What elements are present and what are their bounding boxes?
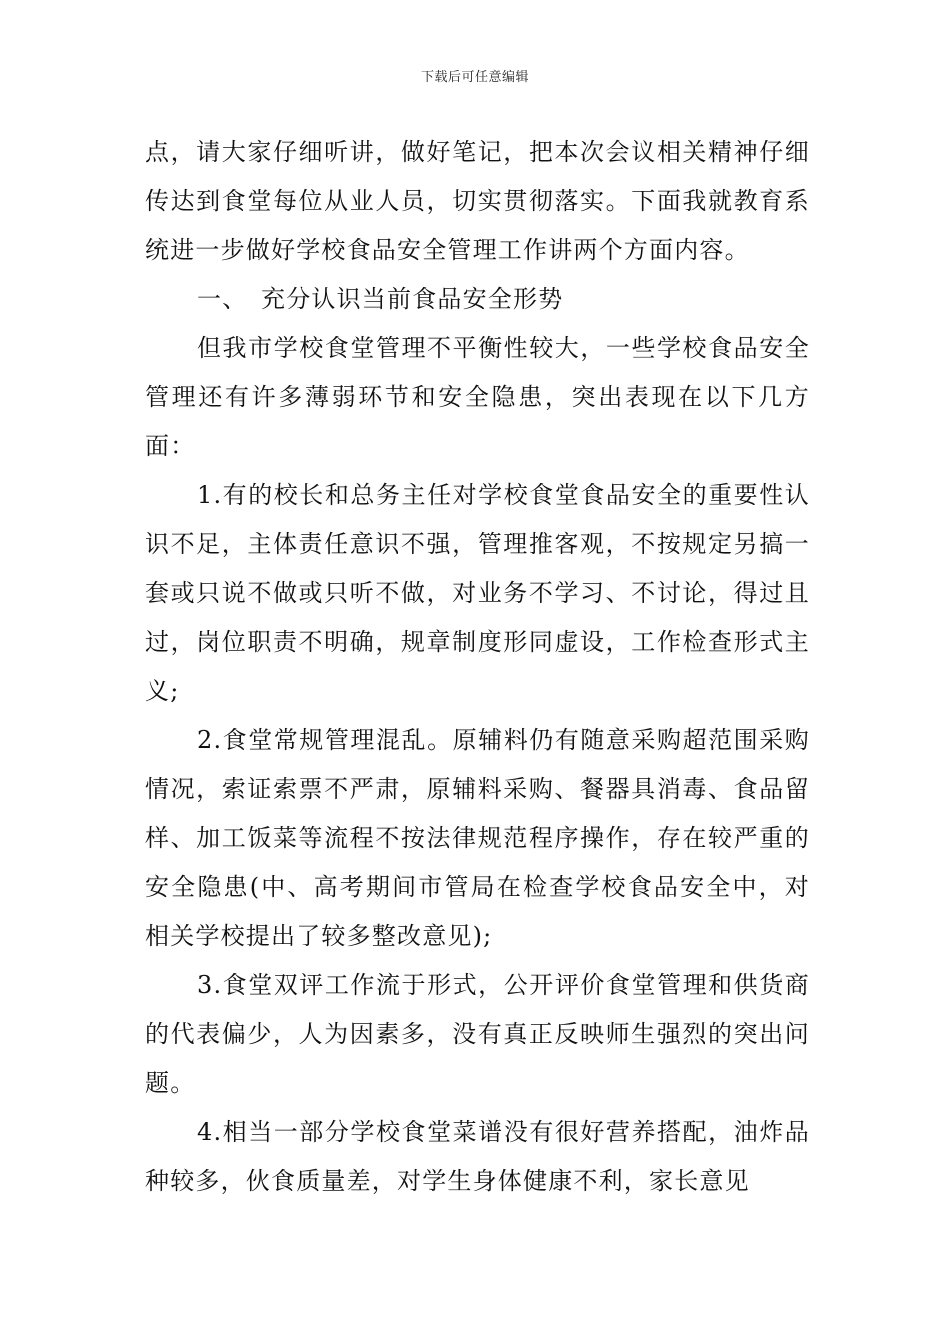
lead-paragraph: 但我市学校食堂管理不平衡性较大，一些学校食品安全管理还有许多薄弱环节和安全隐患，突出表现在以下几方面： [145, 334, 810, 460]
list-item: 2.食堂常规管理混乱。原辅料仍有随意采购超范围采购情况，索证索票不严肃，原辅料采购、餐器具消毒、食品留样、加工饭菜等流程不按法律规范程序操作，存在较严重的安全隐患(中、高考期间市管局在检查学校食品安全中，对相关学校提出了较多整改意见); [145, 726, 810, 950]
intro-paragraph: 点，请大家仔细听讲，做好笔记，把本次会议相关精神仔细传达到食堂每位从业人员，切实贯彻落实。下面我就教育系统进一步做好学校食品安全管理工作讲两个方面内容。 [145, 138, 810, 264]
header-note: 下载后可任意编辑 [420, 70, 529, 85]
list-item: 3.食堂双评工作流于形式，公开评价食堂管理和供货商的代表偏少，人为因素多，没有真正反映师生强烈的突出问题。 [145, 971, 810, 1097]
section-title: 充分认识当前食品安全形势 [261, 285, 564, 313]
section-heading [145, 275, 810, 324]
list-item: 4.相当一部分学校食堂菜谱没有很好营养搭配，油炸品种较多，伙食质量差，对学生身体健康不利，家长意见 [145, 1118, 810, 1195]
list-item: 1.有的校长和总务主任对学校食堂食品安全的重要性认识不足，主体责任意识不强，管理推客观，不按规定另搞一套或只说不做或只听不做，对业务不学习、不讨论，得过且过，岗位职责不明确，规章制度形同虚设，工作检查形式主义; [145, 481, 810, 705]
section-number: 一、 [197, 285, 248, 313]
document-body [145, 128, 810, 1206]
